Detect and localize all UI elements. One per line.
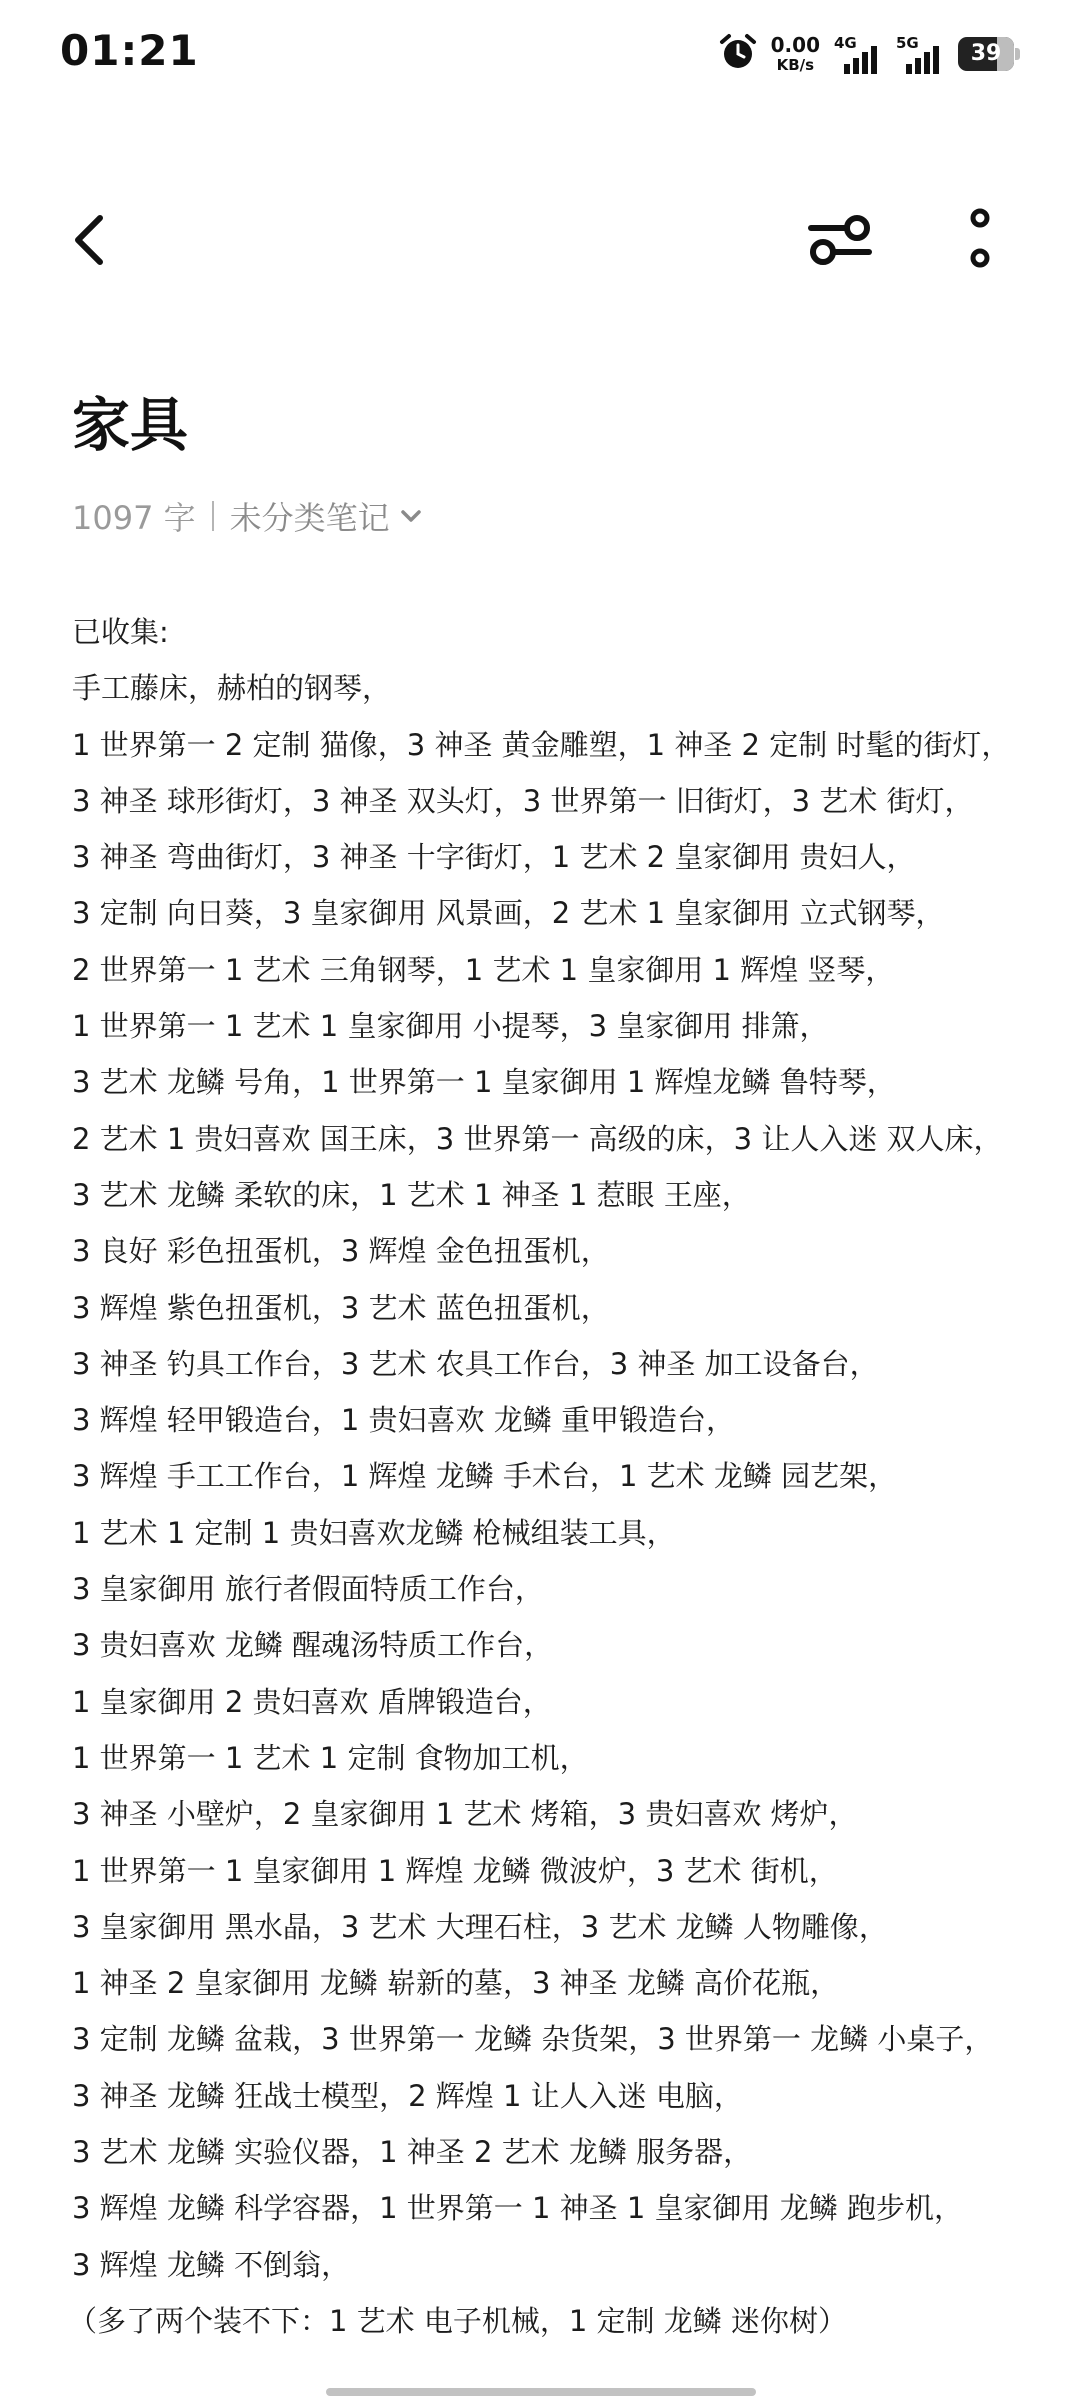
note-line: 3 贵妇喜欢 龙鳞 醒魂汤特质工作台，	[72, 1628, 554, 1663]
note-line: 3 辉煌 紫色扭蛋机，3 艺术 蓝色扭蛋机，	[72, 1290, 610, 1325]
chevron-down-icon	[400, 509, 422, 523]
network-speed	[771, 35, 820, 73]
note-line: （多了两个装不下：1 艺术 电子机械，1 定制 龙鳞 迷你树）	[68, 2303, 847, 2338]
note-line: 3 辉煌 轻甲锻造台，1 贵妇喜欢 龙鳞 重甲锻造台，	[72, 1403, 735, 1438]
note-line: 3 神圣 弯曲街灯，3 神圣 十字街灯，1 艺术 2 皇家御用 贵妇人，	[72, 840, 916, 875]
note-line: 3 艺术 龙鳞 实验仪器，1 神圣 2 艺术 龙鳞 服务器，	[72, 2135, 753, 2170]
note-toolbar	[0, 190, 1080, 290]
note-line: 1 艺术 1 定制 1 贵妇喜欢龙鳞 枪械组装工具，	[72, 1515, 676, 1550]
home-indicator[interactable]	[326, 2388, 756, 2396]
filter-button[interactable]	[795, 190, 885, 290]
note-line: 3 神圣 龙鳞 狂战士模型，2 辉煌 1 让人入迷 电脑，	[72, 2078, 743, 2113]
note-line: 1 世界第一 2 定制 猫像，3 神圣 黄金雕塑，1 神圣 2 定制 时髦的街灯，	[72, 727, 1011, 762]
note-line: 3 神圣 小壁炉，2 皇家御用 1 艺术 烤箱，3 贵妇喜欢 烤炉，	[72, 1797, 858, 1832]
status-bar	[0, 0, 1080, 110]
back-button[interactable]	[45, 190, 135, 290]
network-speed-unit: KB/s	[776, 56, 815, 74]
sliders-icon	[805, 208, 875, 272]
signal-5g	[896, 34, 944, 74]
note-line: 1 神圣 2 皇家御用 龙鳞 崭新的墓，3 神圣 龙鳞 高价花瓶，	[72, 1966, 840, 2001]
battery-level: 39	[970, 41, 1002, 66]
signal-5g-label: 5G	[896, 34, 919, 52]
note-line: 2 世界第一 1 艺术 三角钢琴，1 艺术 1 皇家御用 1 辉煌 竖琴，	[72, 952, 895, 987]
signal-bars-icon	[904, 44, 944, 74]
note-meta	[72, 494, 422, 538]
note-line: 3 艺术 龙鳞 号角，1 世界第一 1 皇家御用 1 辉煌龙鳞 鲁特琴，	[72, 1065, 896, 1100]
note-line: 3 艺术 龙鳞 柔软的床，1 艺术 1 神圣 1 惹眼 王座，	[72, 1177, 751, 1212]
category-selector[interactable]	[230, 493, 422, 539]
word-count: 1097 字	[72, 499, 196, 537]
category-label: 未分类笔记	[229, 499, 390, 537]
signal-4g	[834, 34, 882, 74]
note-line: 2 艺术 1 贵妇喜欢 国王床，3 世界第一 高级的床，3 让人入迷 双人床，	[72, 1121, 1003, 1156]
note-line: 3 辉煌 龙鳞 科学容器，1 世界第一 1 神圣 1 皇家御用 龙鳞 跑步机，	[72, 2191, 963, 2226]
note-title[interactable]: 家具	[72, 391, 189, 459]
note-line: 1 皇家御用 2 贵妇喜欢 盾牌锻造台，	[72, 1684, 552, 1719]
note-line: 3 皇家御用 旅行者假面特质工作台，	[72, 1572, 544, 1607]
network-speed-value: 0.00	[770, 33, 820, 57]
note-line: 3 神圣 钓具工作台，3 艺术 农具工作台，3 神圣 加工设备台，	[72, 1346, 879, 1381]
note-line: 3 皇家御用 黑水晶，3 艺术 大理石柱，3 艺术 龙鳞 人物雕像，	[72, 1909, 888, 1944]
signal-4g-label: 4G	[834, 34, 857, 52]
note-line: 1 世界第一 1 艺术 1 定制 食物加工机，	[72, 1740, 589, 1775]
more-vertical-icon	[965, 208, 995, 272]
more-options-button[interactable]	[935, 190, 1025, 290]
status-indicators	[719, 32, 1020, 76]
note-body[interactable]	[68, 604, 1062, 2349]
note-line: 3 定制 向日葵，3 皇家御用 风景画，2 艺术 1 皇家御用 立式钢琴，	[72, 896, 945, 931]
alarm-clock-icon	[719, 33, 757, 75]
note-line: 3 定制 龙鳞 盆栽，3 世界第一 龙鳞 杂货架，3 世界第一 龙鳞 小桌子，	[72, 2022, 994, 2057]
note-line: 1 世界第一 1 皇家御用 1 辉煌 龙鳞 微波炉，3 艺术 街机，	[72, 1853, 838, 1888]
note-line: 已收集:	[72, 615, 169, 649]
note-line: 3 辉煌 龙鳞 不倒翁，	[72, 2247, 351, 2282]
note-line: 3 神圣 球形街灯，3 神圣 双头灯，3 世界第一 旧街灯，3 艺术 街灯，	[72, 783, 974, 818]
note-line: 1 世界第一 1 艺术 1 皇家御用 小提琴，3 皇家御用 排箫，	[72, 1009, 829, 1044]
meta-divider	[212, 501, 214, 531]
chevron-left-icon	[70, 212, 110, 268]
battery-icon	[958, 37, 1020, 71]
status-time: 01:21	[60, 26, 199, 75]
signal-bars-icon	[842, 44, 882, 74]
note-line: 3 辉煌 手工工作台，1 辉煌 龙鳞 手术台，1 艺术 龙鳞 园艺架，	[72, 1459, 898, 1494]
note-line: 手工藤床，赫柏的钢琴，	[72, 671, 392, 706]
note-line: 3 良好 彩色扭蛋机，3 辉煌 金色扭蛋机，	[72, 1234, 610, 1269]
